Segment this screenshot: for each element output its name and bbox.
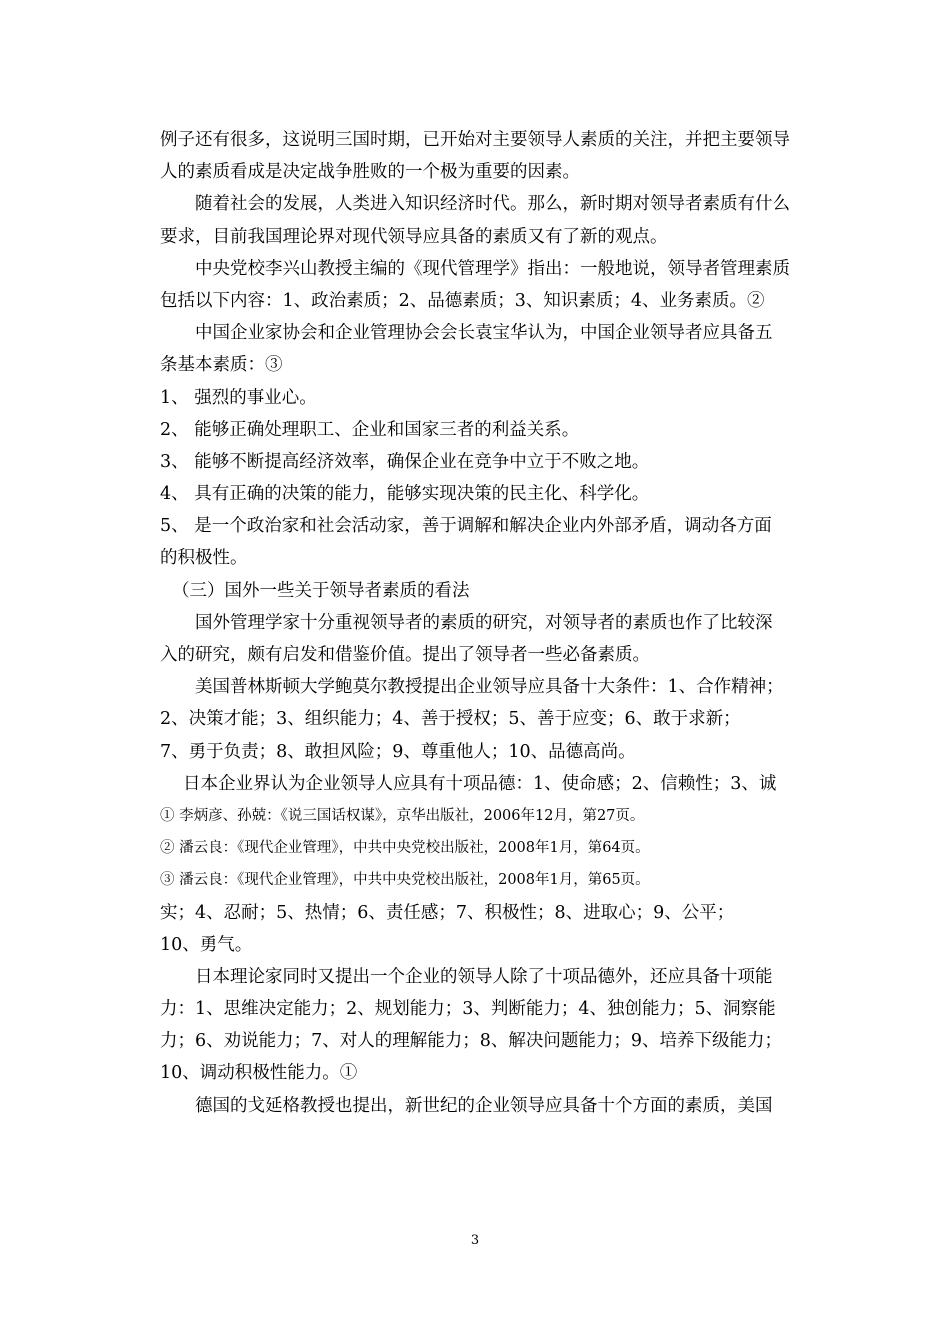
paragraph-line: 入的研究，颇有启发和借鉴价值。提出了领导者一些必备素质。: [160, 645, 650, 665]
paragraph-line: 日本企业界认为企业领导人应具有十项品德：1、使命感；2、信赖性；3、诚: [183, 773, 777, 794]
paragraph-line: 中国企业家协会和企业管理协会会长袁宝华认为，中国企业领导者应具备五: [195, 323, 773, 344]
paragraph-line: 2、决策才能；3、组织能力；4、善于授权；5、善于应变；6、敢于求新；: [160, 709, 741, 730]
paragraph-line: 条基本素质：③: [160, 355, 283, 376]
paragraph-line: 德国的戈延格教授也提出，新世纪的企业领导应具备十个方面的素质，美国: [195, 1095, 773, 1116]
paragraph-line: 人的素质看成是决定战争胜败的一个极为重要的因素。: [160, 162, 580, 183]
paragraph-line: 包括以下内容：1、政治素质；2、品德素质；3、知识素质；4、业务素质。②: [160, 290, 765, 311]
paragraph-line: 随着社会的发展，人类进入知识经济时代。那么，新时期对领导者素质有什么: [195, 194, 790, 215]
paragraph-line: 国外管理学家十分重视领导者的素质的研究，对领导者的素质也作了比较深: [195, 612, 773, 633]
paragraph-line: 10、调动积极性能力。①: [160, 1063, 358, 1084]
paragraph-line: 美国普林斯顿大学鲍莫尔教授提出企业领导应具备十大条件：1、合作精神；: [195, 677, 784, 698]
list-item-continuation: 的积极性。: [160, 548, 248, 569]
paragraph-line: 7、勇于负责；8、敢担风险；9、尊重他人；10、品德高尚。: [160, 741, 636, 762]
paragraph-line: 中央党校李兴山教授主编的《现代管理学》指出：一般地说，领导者管理素质: [195, 258, 790, 279]
footnote: ③ 潘云良：《现代企业管理》，中共中央党校出版社，2008年1月，第65页。: [160, 872, 650, 889]
list-item: 3、 能够不断提高经济效率，确保企业在竞争中立于不败之地。: [160, 451, 650, 472]
paragraph-line: 10、勇气。: [160, 934, 253, 955]
paragraph-line: 日本理论家同时又提出一个企业的领导人除了十项品德外，还应具备十项能: [195, 966, 773, 987]
document-page: [160, 124, 825, 1122]
paragraph-line: 实；4、忍耐；5、热情；6、责任感；7、积极性；8、进取心；9、公平；: [160, 902, 735, 923]
paragraph-line: 力；6、劝说能力；7、对人的理解能力；8、解决问题能力；9、培养下级能力；: [160, 1031, 783, 1052]
list-item: 1、 强烈的事业心。: [160, 387, 317, 408]
paragraph-line: 例子还有很多，这说明三国时期，已开始对主要领导人素质的关注，并把主要领导: [160, 130, 790, 150]
list-item: 5、 是一个政治家和社会活动家，善于调解和解决企业内外部矛盾，调动各方面: [160, 516, 772, 537]
list-item: 2、 能够正确处理职工、企业和国家三者的利益关系。: [160, 419, 580, 440]
footnote: ② 潘云良：《现代企业管理》，中共中央党校出版社，2008年1月，第64页。: [160, 840, 650, 857]
section-heading: （三）国外一些关于领导者素质的看法: [172, 580, 470, 601]
footnote: ① 李炳彦、孙兢：《说三国话权谋》，京华出版社，2006年12月，第27页。: [160, 807, 645, 824]
paragraph-line: 要求，目前我国理论界对现代领导应具备的素质又有了新的观点。: [160, 226, 668, 247]
page-number: 3: [470, 1233, 480, 1248]
paragraph-line: 力：1、思维决定能力；2、规划能力；3、判断能力；4、独创能力；5、洞察能: [160, 999, 776, 1020]
list-item: 4、 具有正确的决策的能力，能够实现决策的民主化、科学化。: [160, 484, 650, 505]
